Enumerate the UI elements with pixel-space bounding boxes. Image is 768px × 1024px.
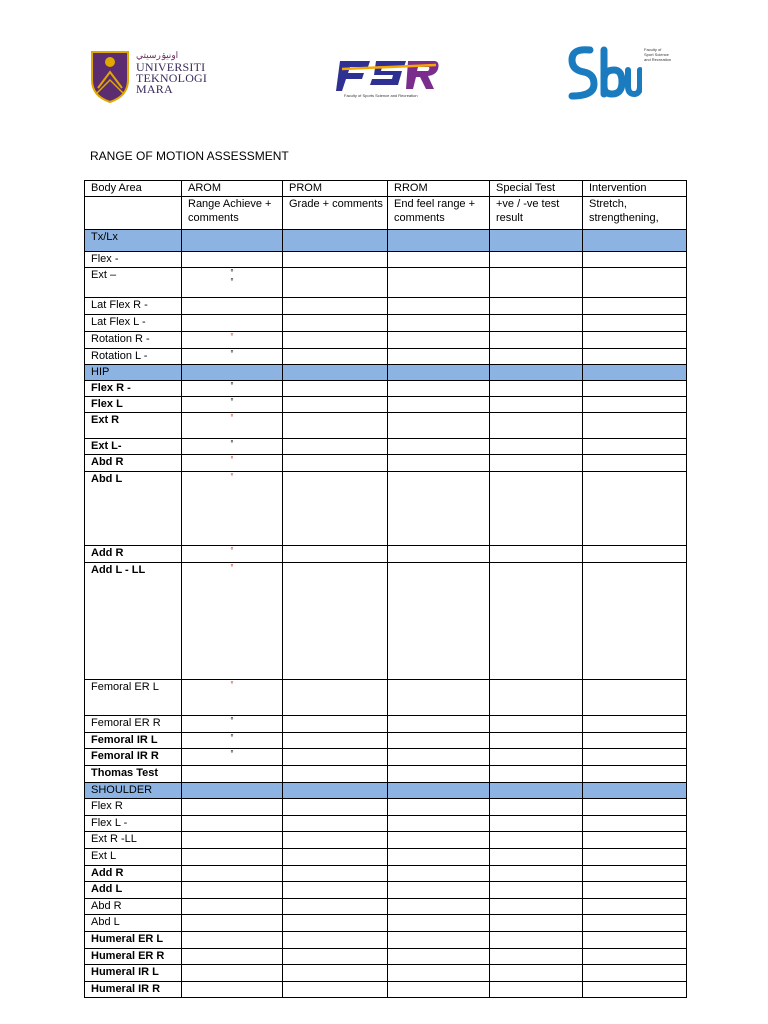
prom-cell bbox=[283, 455, 388, 472]
special-test-cell bbox=[490, 381, 583, 397]
body-area-cell: Humeral IR R bbox=[85, 982, 182, 998]
subheader-row bbox=[85, 197, 687, 230]
rrom-cell bbox=[388, 733, 490, 749]
intervention-cell bbox=[583, 716, 687, 733]
special-test-cell bbox=[490, 298, 583, 315]
body-area-cell: Humeral IR L bbox=[85, 965, 182, 982]
rrom-cell bbox=[388, 332, 490, 349]
arom-cell bbox=[182, 816, 283, 832]
sbu-logo bbox=[568, 44, 680, 100]
arom-cell bbox=[182, 381, 283, 397]
special-test-cell bbox=[490, 932, 583, 949]
intervention-cell bbox=[583, 832, 687, 849]
arom-cell bbox=[182, 298, 283, 315]
body-area-cell: Abd L bbox=[85, 915, 182, 932]
special-test-cell bbox=[490, 563, 583, 680]
section-row bbox=[85, 230, 687, 252]
degree-mark: ° bbox=[230, 413, 234, 422]
intervention-cell bbox=[583, 783, 687, 799]
table-row bbox=[85, 749, 687, 766]
special-test-cell bbox=[490, 252, 583, 268]
special-test-cell bbox=[490, 332, 583, 349]
rrom-cell bbox=[388, 381, 490, 397]
rrom-cell bbox=[388, 816, 490, 832]
body-area-cell: Abd R bbox=[85, 455, 182, 472]
rrom-cell bbox=[388, 915, 490, 932]
table-row bbox=[85, 332, 687, 349]
prom-cell bbox=[283, 349, 388, 365]
rrom-cell bbox=[388, 799, 490, 816]
special-test-cell bbox=[490, 315, 583, 332]
subheader-cell: Stretch, strengthening, bbox=[583, 197, 687, 230]
special-test-cell bbox=[490, 365, 583, 381]
special-test-cell bbox=[490, 413, 583, 439]
table-row bbox=[85, 298, 687, 315]
degree-mark: ° bbox=[230, 349, 234, 358]
prom-cell bbox=[283, 965, 388, 982]
arom-cell bbox=[182, 397, 283, 413]
sbu-subtitle-1: Faculty of bbox=[644, 47, 662, 52]
intervention-cell bbox=[583, 949, 687, 965]
document-title: RANGE OF MOTION ASSESSMENT bbox=[90, 149, 289, 163]
arom-cell bbox=[182, 315, 283, 332]
header-cell: Intervention bbox=[583, 181, 687, 197]
prom-cell bbox=[283, 949, 388, 965]
special-test-cell bbox=[490, 455, 583, 472]
rrom-cell bbox=[388, 949, 490, 965]
rrom-cell bbox=[388, 899, 490, 915]
degree-mark: ° bbox=[230, 268, 234, 277]
subheader-cell: End feel range + comments bbox=[388, 197, 490, 230]
rrom-cell bbox=[388, 783, 490, 799]
body-area-cell: Abd L bbox=[85, 472, 182, 546]
special-test-cell bbox=[490, 866, 583, 882]
rrom-cell bbox=[388, 965, 490, 982]
body-area-cell: Ext R bbox=[85, 413, 182, 439]
prom-cell bbox=[283, 982, 388, 998]
table-row bbox=[85, 397, 687, 413]
uitm-arabic-text: اونيۏرسيتي bbox=[136, 50, 179, 60]
table-row bbox=[85, 381, 687, 397]
intervention-cell bbox=[583, 546, 687, 563]
subheader-cell: Grade + comments bbox=[283, 197, 388, 230]
body-area-cell: Flex L - bbox=[85, 816, 182, 832]
degree-mark: ° bbox=[230, 472, 234, 481]
intervention-cell bbox=[583, 849, 687, 866]
special-test-cell bbox=[490, 965, 583, 982]
intervention-cell bbox=[583, 365, 687, 381]
special-test-cell bbox=[490, 816, 583, 832]
arom-cell bbox=[182, 563, 283, 680]
header-cell: AROM bbox=[182, 181, 283, 197]
prom-cell bbox=[283, 365, 388, 381]
special-test-cell bbox=[490, 733, 583, 749]
intervention-cell bbox=[583, 439, 687, 455]
table-row bbox=[85, 315, 687, 332]
table-row bbox=[85, 439, 687, 455]
prom-cell bbox=[283, 733, 388, 749]
body-area-cell: Lat Flex R - bbox=[85, 298, 182, 315]
body-area-cell: Ext L- bbox=[85, 439, 182, 455]
arom-cell bbox=[182, 680, 283, 716]
prom-cell bbox=[283, 915, 388, 932]
intervention-cell bbox=[583, 230, 687, 252]
body-area-cell: Ext L bbox=[85, 849, 182, 866]
body-area-cell: HIP bbox=[85, 365, 182, 381]
table-row bbox=[85, 413, 687, 439]
special-test-cell bbox=[490, 949, 583, 965]
rrom-cell bbox=[388, 349, 490, 365]
intervention-cell bbox=[583, 799, 687, 816]
rrom-cell bbox=[388, 546, 490, 563]
intervention-cell bbox=[583, 413, 687, 439]
prom-cell bbox=[283, 766, 388, 783]
prom-cell bbox=[283, 439, 388, 455]
rrom-cell bbox=[388, 298, 490, 315]
uitm-logo bbox=[90, 50, 208, 104]
intervention-cell bbox=[583, 766, 687, 783]
special-test-cell bbox=[490, 783, 583, 799]
special-test-cell bbox=[490, 849, 583, 866]
special-test-cell bbox=[490, 915, 583, 932]
table-row bbox=[85, 252, 687, 268]
body-area-cell: Thomas Test bbox=[85, 766, 182, 783]
sbu-logo-mark bbox=[568, 44, 642, 100]
prom-cell bbox=[283, 866, 388, 882]
special-test-cell bbox=[490, 882, 583, 899]
uitm-line-2: TEKNOLOGI bbox=[136, 71, 208, 85]
intervention-cell bbox=[583, 252, 687, 268]
arom-cell bbox=[182, 783, 283, 799]
table-row bbox=[85, 455, 687, 472]
prom-cell bbox=[283, 749, 388, 766]
arom-cell bbox=[182, 413, 283, 439]
rrom-cell bbox=[388, 315, 490, 332]
intervention-cell bbox=[583, 965, 687, 982]
prom-cell bbox=[283, 472, 388, 546]
special-test-cell bbox=[490, 439, 583, 455]
degree-mark: ° bbox=[230, 563, 234, 572]
rrom-cell bbox=[388, 252, 490, 268]
body-area-cell: Femoral ER R bbox=[85, 716, 182, 733]
subheader-cell: +ve / -ve test result bbox=[490, 197, 583, 230]
rrom-cell bbox=[388, 268, 490, 298]
rrom-cell bbox=[388, 866, 490, 882]
special-test-cell bbox=[490, 546, 583, 563]
special-test-cell bbox=[490, 982, 583, 998]
rrom-cell bbox=[388, 982, 490, 998]
prom-cell bbox=[283, 716, 388, 733]
special-test-cell bbox=[490, 680, 583, 716]
prom-cell bbox=[283, 332, 388, 349]
intervention-cell bbox=[583, 349, 687, 365]
degree-mark: ° bbox=[230, 277, 234, 286]
rrom-cell bbox=[388, 832, 490, 849]
section-row bbox=[85, 783, 687, 799]
body-area-cell: Femoral IR R bbox=[85, 749, 182, 766]
table-row bbox=[85, 680, 687, 716]
rrom-cell bbox=[388, 230, 490, 252]
arom-cell bbox=[182, 455, 283, 472]
table-row bbox=[85, 349, 687, 365]
prom-cell bbox=[283, 546, 388, 563]
intervention-cell bbox=[583, 882, 687, 899]
table-row bbox=[85, 472, 687, 546]
body-area-cell: Abd R bbox=[85, 899, 182, 915]
table-row bbox=[85, 932, 687, 949]
intervention-cell bbox=[583, 866, 687, 882]
table-row bbox=[85, 882, 687, 899]
fsr-logo-mark bbox=[336, 55, 442, 95]
special-test-cell bbox=[490, 349, 583, 365]
sbu-subtitle-2: Sport Science bbox=[644, 52, 669, 57]
arom-cell bbox=[182, 546, 283, 563]
prom-cell bbox=[283, 816, 388, 832]
arom-cell bbox=[182, 982, 283, 998]
intervention-cell bbox=[583, 733, 687, 749]
intervention-cell bbox=[583, 298, 687, 315]
special-test-cell bbox=[490, 832, 583, 849]
header-cell: Special Test bbox=[490, 181, 583, 197]
subheader-cell: Range Achieve + comments bbox=[182, 197, 283, 230]
body-area-cell: Add R bbox=[85, 546, 182, 563]
arom-cell bbox=[182, 799, 283, 816]
rrom-cell bbox=[388, 749, 490, 766]
prom-cell bbox=[283, 381, 388, 397]
special-test-cell bbox=[490, 268, 583, 298]
table-row bbox=[85, 949, 687, 965]
body-area-cell: Rotation L - bbox=[85, 349, 182, 365]
arom-cell bbox=[182, 849, 283, 866]
prom-cell bbox=[283, 882, 388, 899]
fsr-logo bbox=[336, 55, 442, 101]
header-cell: RROM bbox=[388, 181, 490, 197]
degree-mark: ° bbox=[230, 749, 234, 758]
body-area-cell: Humeral ER L bbox=[85, 932, 182, 949]
table-row bbox=[85, 965, 687, 982]
sbu-subtitle bbox=[644, 47, 671, 62]
intervention-cell bbox=[583, 899, 687, 915]
table-row bbox=[85, 832, 687, 849]
intervention-cell bbox=[583, 749, 687, 766]
special-test-cell bbox=[490, 799, 583, 816]
rrom-cell bbox=[388, 455, 490, 472]
arom-cell bbox=[182, 472, 283, 546]
uitm-line-1: UNIVERSITI bbox=[136, 60, 206, 74]
intervention-cell bbox=[583, 816, 687, 832]
rrom-cell bbox=[388, 439, 490, 455]
arom-cell bbox=[182, 949, 283, 965]
prom-cell bbox=[283, 268, 388, 298]
degree-mark: ° bbox=[230, 381, 234, 390]
prom-cell bbox=[283, 397, 388, 413]
body-area-cell: Ext – bbox=[85, 268, 182, 298]
degree-mark: ° bbox=[230, 716, 234, 725]
intervention-cell bbox=[583, 268, 687, 298]
uitm-wordmark bbox=[136, 62, 207, 95]
intervention-cell bbox=[583, 381, 687, 397]
body-area-cell: Add L - LL bbox=[85, 563, 182, 680]
arom-cell bbox=[182, 766, 283, 783]
rrom-cell bbox=[388, 563, 490, 680]
arom-cell bbox=[182, 915, 283, 932]
degree-mark: ° bbox=[230, 397, 234, 406]
prom-cell bbox=[283, 783, 388, 799]
arom-cell bbox=[182, 349, 283, 365]
arom-cell bbox=[182, 866, 283, 882]
header-row bbox=[85, 181, 687, 197]
arom-cell bbox=[182, 832, 283, 849]
arom-cell bbox=[182, 882, 283, 899]
intervention-cell bbox=[583, 915, 687, 932]
degree-mark: ° bbox=[230, 332, 234, 341]
special-test-cell bbox=[490, 899, 583, 915]
special-test-cell bbox=[490, 749, 583, 766]
table-row bbox=[85, 866, 687, 882]
header-cell: PROM bbox=[283, 181, 388, 197]
body-area-cell: Lat Flex L - bbox=[85, 315, 182, 332]
arom-cell bbox=[182, 365, 283, 381]
table-row bbox=[85, 982, 687, 998]
degree-mark: ° bbox=[230, 680, 234, 689]
prom-cell bbox=[283, 315, 388, 332]
subheader-cell bbox=[85, 197, 182, 230]
rom-table bbox=[84, 180, 687, 998]
table-row bbox=[85, 899, 687, 915]
intervention-cell bbox=[583, 563, 687, 680]
body-area-cell: Rotation R - bbox=[85, 332, 182, 349]
section-row bbox=[85, 365, 687, 381]
special-test-cell bbox=[490, 397, 583, 413]
rrom-cell bbox=[388, 413, 490, 439]
body-area-cell: Tx/Lx bbox=[85, 230, 182, 252]
rom-table-body bbox=[85, 181, 687, 998]
rrom-cell bbox=[388, 680, 490, 716]
intervention-cell bbox=[583, 315, 687, 332]
table-row bbox=[85, 915, 687, 932]
arom-cell bbox=[182, 439, 283, 455]
body-area-cell: Humeral ER R bbox=[85, 949, 182, 965]
intervention-cell bbox=[583, 332, 687, 349]
arom-cell bbox=[182, 716, 283, 733]
intervention-cell bbox=[583, 932, 687, 949]
header-cell: Body Area bbox=[85, 181, 182, 197]
prom-cell bbox=[283, 832, 388, 849]
intervention-cell bbox=[583, 472, 687, 546]
intervention-cell bbox=[583, 397, 687, 413]
special-test-cell bbox=[490, 230, 583, 252]
arom-cell bbox=[182, 899, 283, 915]
intervention-cell bbox=[583, 982, 687, 998]
special-test-cell bbox=[490, 766, 583, 783]
prom-cell bbox=[283, 799, 388, 816]
body-area-cell: Add L bbox=[85, 882, 182, 899]
arom-cell bbox=[182, 252, 283, 268]
uitm-line-3: MARA bbox=[136, 82, 173, 96]
degree-mark: ° bbox=[230, 733, 234, 742]
body-area-cell: Flex - bbox=[85, 252, 182, 268]
body-area-cell: Ext R -LL bbox=[85, 832, 182, 849]
degree-mark: ° bbox=[230, 455, 234, 464]
prom-cell bbox=[283, 563, 388, 680]
sbu-subtitle-3: and Recreation bbox=[644, 57, 672, 62]
uitm-crest-icon bbox=[90, 50, 130, 104]
rrom-cell bbox=[388, 365, 490, 381]
arom-cell bbox=[182, 230, 283, 252]
special-test-cell bbox=[490, 472, 583, 546]
arom-cell bbox=[182, 749, 283, 766]
arom-cell bbox=[182, 965, 283, 982]
body-area-cell: Femoral IR L bbox=[85, 733, 182, 749]
body-area-cell: Flex L bbox=[85, 397, 182, 413]
body-area-cell: Flex R - bbox=[85, 381, 182, 397]
body-area-cell: Add R bbox=[85, 866, 182, 882]
rrom-cell bbox=[388, 882, 490, 899]
table-row bbox=[85, 268, 687, 298]
table-row bbox=[85, 716, 687, 733]
prom-cell bbox=[283, 252, 388, 268]
rrom-cell bbox=[388, 766, 490, 783]
prom-cell bbox=[283, 413, 388, 439]
rrom-cell bbox=[388, 849, 490, 866]
table-row bbox=[85, 799, 687, 816]
prom-cell bbox=[283, 298, 388, 315]
table-row bbox=[85, 766, 687, 783]
special-test-cell bbox=[490, 716, 583, 733]
rrom-cell bbox=[388, 932, 490, 949]
table-row bbox=[85, 816, 687, 832]
arom-cell bbox=[182, 932, 283, 949]
degree-mark: ° bbox=[230, 546, 234, 555]
prom-cell bbox=[283, 230, 388, 252]
prom-cell bbox=[283, 932, 388, 949]
intervention-cell bbox=[583, 455, 687, 472]
body-area-cell: Femoral ER L bbox=[85, 680, 182, 716]
table-row bbox=[85, 563, 687, 680]
prom-cell bbox=[283, 849, 388, 866]
prom-cell bbox=[283, 899, 388, 915]
rrom-cell bbox=[388, 716, 490, 733]
table-row bbox=[85, 849, 687, 866]
arom-cell bbox=[182, 332, 283, 349]
table-row bbox=[85, 546, 687, 563]
body-area-cell: Flex R bbox=[85, 799, 182, 816]
prom-cell bbox=[283, 680, 388, 716]
arom-cell bbox=[182, 733, 283, 749]
body-area-cell: SHOULDER bbox=[85, 783, 182, 799]
intervention-cell bbox=[583, 680, 687, 716]
degree-mark: ° bbox=[230, 439, 234, 448]
table-row bbox=[85, 733, 687, 749]
rrom-cell bbox=[388, 397, 490, 413]
arom-cell bbox=[182, 268, 283, 298]
fsr-subtitle: Faculty of Sports Science and Recreation bbox=[344, 93, 418, 98]
rrom-cell bbox=[388, 472, 490, 546]
